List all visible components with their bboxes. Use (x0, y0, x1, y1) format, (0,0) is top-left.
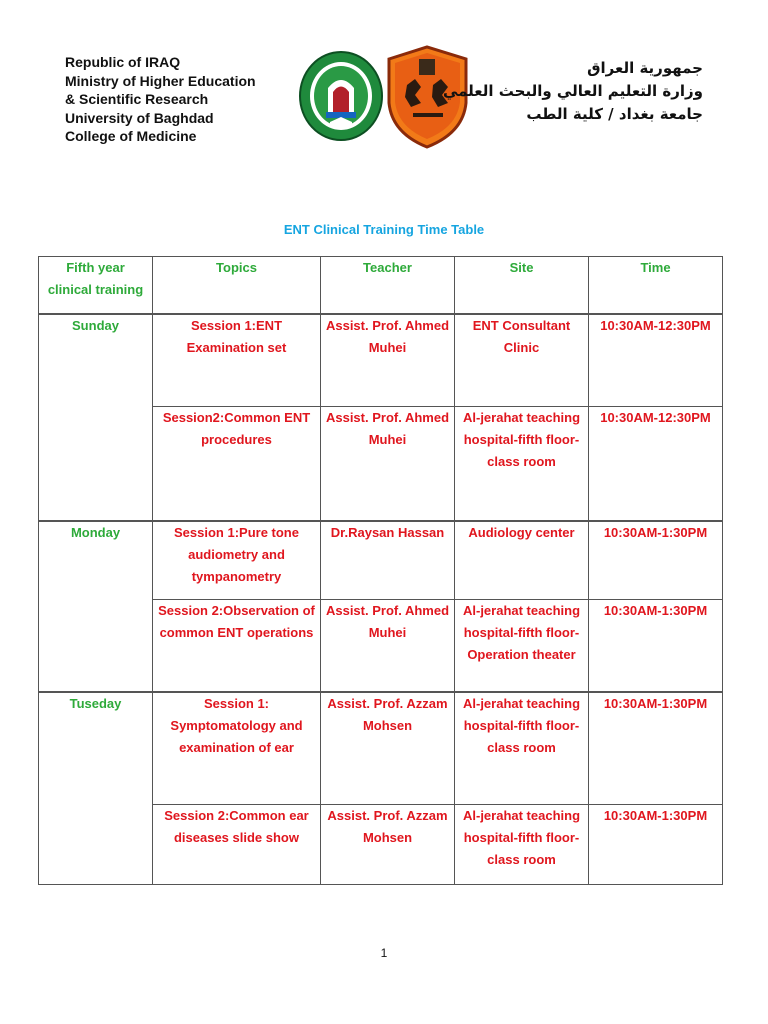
site-cell: Al-jerahat teaching hospital-fifth floor-class room (455, 805, 589, 885)
page-number: 1 (380, 946, 388, 960)
time-cell: 10:30AM-1:30PM (589, 805, 723, 885)
site-cell: Audiology center (455, 522, 589, 600)
english-line: & Scientific Research (65, 91, 209, 107)
teacher-cell: Assist. Prof. Azzam Mohsen (321, 805, 455, 885)
time-cell: 10:30AM-1:30PM (589, 693, 723, 805)
teacher-cell: Assist. Prof. Ahmed Muhei (321, 600, 455, 692)
teacher-cell: Assist. Prof. Azzam Mohsen (321, 693, 455, 805)
table-row (39, 315, 723, 407)
english-institution-lines (65, 53, 256, 146)
topic-cell: Session2:Common ENT procedures (153, 407, 321, 521)
column-header: Site (455, 257, 589, 314)
english-line: Ministry of Higher Education (65, 72, 256, 89)
site-cell: Al-jerahat teaching hospital-fifth floor-class room (455, 407, 589, 521)
table-row (39, 693, 723, 805)
arabic-institution-lines (443, 57, 703, 126)
teacher-cell: Dr.Raysan Hassan (321, 522, 455, 600)
teacher-cell: Assist. Prof. Ahmed Muhei (321, 407, 455, 521)
english-line: University of Baghdad (65, 109, 214, 126)
arabic-line: وزارة التعليم العالي والبحث العلمي (442, 82, 703, 100)
topic-cell: Session 2:Observation of common ENT operations (153, 600, 321, 692)
letterhead (60, 45, 705, 150)
column-header: Fifth year clinical training (39, 257, 153, 314)
arabic-line: جامعة بغداد / كلية الطب (526, 105, 703, 123)
english-line: College of Medicine (65, 128, 197, 144)
time-cell: 10:30AM-1:30PM (589, 600, 723, 692)
day-cell: Sunday (39, 315, 153, 521)
timetable (38, 256, 723, 885)
column-header: Topics (153, 257, 321, 314)
site-cell: Al-jerahat teaching hospital-fifth floor-Operation theater (455, 600, 589, 692)
time-cell: 10:30AM-12:30PM (589, 407, 723, 521)
site-cell: ENT Consultant Clinic (455, 315, 589, 407)
time-cell: 10:30AM-12:30PM (589, 315, 723, 407)
arabic-line: جمهورية العراق (587, 59, 703, 77)
topic-cell: Session 1: Symptomatology and examination of ear (153, 693, 321, 805)
day-cell: Tuseday (39, 693, 153, 885)
table-row (39, 522, 723, 600)
topic-cell: Session 1:Pure tone audiometry and tympanometry (153, 522, 321, 600)
column-header: Time (589, 257, 723, 314)
site-cell: Al-jerahat teaching hospital-fifth floor-class room (455, 693, 589, 805)
document-title: ENT Clinical Training Time Table (283, 222, 485, 237)
day-cell: Monday (39, 522, 153, 692)
teacher-cell: Assist. Prof. Ahmed Muhei (321, 315, 455, 407)
table-header-row (39, 257, 723, 314)
topic-cell: Session 1:ENT Examination set (153, 315, 321, 407)
university-seal-logo (298, 50, 384, 142)
topic-cell: Session 2:Common ear diseases slide show (153, 805, 321, 885)
time-cell: 10:30AM-1:30PM (589, 522, 723, 600)
column-header: Teacher (321, 257, 455, 314)
english-line: Republic of IRAQ (65, 54, 181, 70)
